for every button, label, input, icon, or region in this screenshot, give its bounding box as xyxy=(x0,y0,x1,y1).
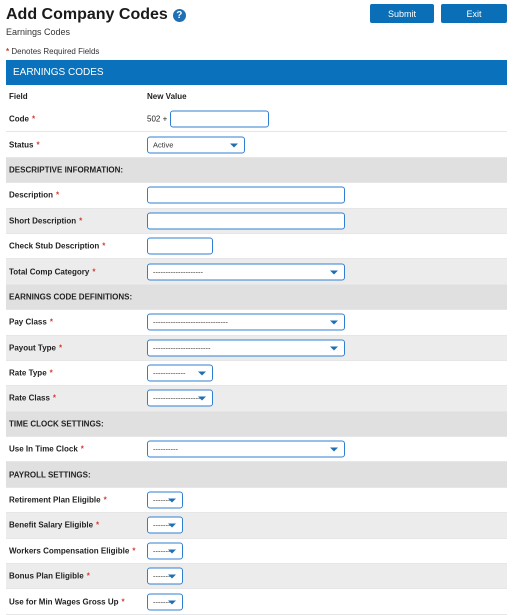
field-label-text: Payout Type xyxy=(9,343,56,353)
field-label xyxy=(9,572,90,581)
section-group-row xyxy=(6,285,507,310)
field-label-text: EARNINGS CODE DEFINITIONS: xyxy=(9,292,133,302)
field-label-text: Short Description xyxy=(9,216,77,226)
required-star-icon: * xyxy=(49,368,53,378)
chevron-down-icon xyxy=(198,397,206,401)
field-label-text: Description xyxy=(9,190,54,200)
field-label-text: Check Stub Description xyxy=(9,241,100,251)
required-star-icon: * xyxy=(80,444,84,454)
required-star-icon: * xyxy=(79,216,83,226)
chevron-down-icon xyxy=(168,524,176,528)
field-label xyxy=(9,597,125,606)
field-control xyxy=(147,517,183,534)
workers-compensation-eligible-select[interactable] xyxy=(147,542,183,559)
form-row-code xyxy=(6,107,507,132)
form-row-status xyxy=(6,132,507,157)
chevron-down-icon xyxy=(168,600,176,604)
field-control xyxy=(147,365,213,382)
field-label xyxy=(9,343,62,352)
field-label-text: Use In Time Clock xyxy=(9,444,78,454)
form-row-pay-class xyxy=(6,310,507,335)
page-title xyxy=(6,6,186,24)
field-control xyxy=(147,568,183,585)
field-label xyxy=(9,115,35,124)
code-prefix: 502 + xyxy=(147,114,168,124)
field-label-text: Rate Type xyxy=(9,368,47,378)
section-group-label xyxy=(9,470,91,479)
form-row-check-stub-description xyxy=(6,234,507,259)
chevron-down-icon xyxy=(168,549,176,553)
field-label xyxy=(9,242,105,251)
select-value: ------------------------------ xyxy=(153,317,228,327)
field-control xyxy=(147,187,345,204)
field-label-text: Rate Class xyxy=(9,393,50,403)
section-group-row xyxy=(6,412,507,437)
field-control xyxy=(147,593,183,610)
form-row-short-description xyxy=(6,209,507,234)
required-star-icon: * xyxy=(102,241,106,251)
form-row-benefit-salary-eligible xyxy=(6,513,507,538)
code-input[interactable] xyxy=(170,111,269,128)
field-label-text: PAYROLL SETTINGS: xyxy=(9,470,91,480)
select-value: ------- xyxy=(153,546,171,556)
form-row-rate-type xyxy=(6,361,507,386)
form-rows xyxy=(6,107,507,615)
use-for-min-wages-gross-up-select[interactable] xyxy=(147,593,183,610)
field-control xyxy=(147,212,345,229)
field-label xyxy=(9,191,59,200)
required-star-icon: * xyxy=(96,520,100,530)
field-label-text: Bonus Plan Eligible xyxy=(9,571,84,581)
section-group-label xyxy=(9,165,123,174)
required-note xyxy=(6,47,99,56)
form-row-bonus-plan-eligible xyxy=(6,564,507,589)
retirement-plan-eligible-select[interactable] xyxy=(147,492,183,509)
required-star-icon: * xyxy=(6,47,10,56)
field-label xyxy=(9,369,53,378)
form-row-description xyxy=(6,183,507,208)
form-row-use-for-min-wages-gross-up xyxy=(6,589,507,614)
field-control xyxy=(147,542,183,559)
field-label-text: Code xyxy=(9,114,29,124)
rate-class-select[interactable] xyxy=(147,390,213,407)
field-control xyxy=(147,339,345,356)
form-row-workers-compensation-eligible xyxy=(6,539,507,564)
use-in-time-clock-select[interactable] xyxy=(147,441,345,458)
chevron-down-icon xyxy=(230,143,238,147)
chevron-down-icon xyxy=(168,499,176,503)
field-label-text: DESCRIPTIVE INFORMATION: xyxy=(9,165,124,175)
field-control xyxy=(147,136,245,153)
select-value: -------------------- xyxy=(153,393,203,403)
description-input[interactable] xyxy=(147,187,345,204)
field-label-text: Workers Compensation Eligible xyxy=(9,546,130,556)
field-label-text: TIME CLOCK SETTINGS: xyxy=(9,419,104,429)
field-control xyxy=(147,492,183,509)
field-label xyxy=(9,521,99,530)
field-label-text: Status xyxy=(9,140,34,150)
field-control xyxy=(147,390,213,407)
form-row-retirement-plan-eligible xyxy=(6,488,507,513)
select-value: ------- xyxy=(153,495,171,505)
field-label xyxy=(9,267,95,276)
field-label xyxy=(9,318,53,327)
required-star-icon: * xyxy=(132,546,136,556)
total-comp-category-select[interactable] xyxy=(147,263,345,280)
field-control xyxy=(147,238,213,255)
form-row-use-in-time-clock xyxy=(6,437,507,462)
field-control xyxy=(147,314,345,331)
earnings-codes-header: EARNINGS CODES xyxy=(6,60,507,85)
required-note-text: Denotes Required Fields xyxy=(11,47,100,56)
submit-button[interactable]: Submit xyxy=(370,4,434,23)
required-star-icon: * xyxy=(92,267,96,277)
benefit-salary-eligible-select[interactable] xyxy=(147,517,183,534)
field-label-text: Use for Min Wages Gross Up xyxy=(9,597,119,607)
section-group-label xyxy=(9,292,132,301)
required-star-icon: * xyxy=(86,571,90,581)
select-value: ------- xyxy=(153,597,171,607)
select-value: ------------- xyxy=(153,368,186,378)
field-label xyxy=(9,216,82,225)
field-label-text: Retirement Plan Eligible xyxy=(9,495,101,505)
select-value: Active xyxy=(153,140,174,150)
section-group-label xyxy=(9,419,104,428)
column-header-field: Field xyxy=(9,92,28,101)
field-label xyxy=(9,394,56,403)
field-control xyxy=(147,441,345,458)
chevron-down-icon xyxy=(198,372,206,376)
required-star-icon: * xyxy=(36,140,40,150)
field-label-text: Pay Class xyxy=(9,317,47,327)
form-row-rate-class xyxy=(6,386,507,411)
section-group-row xyxy=(6,158,507,183)
chevron-down-icon xyxy=(330,346,338,350)
section-group-row xyxy=(6,462,507,487)
field-label-text: Total Comp Category xyxy=(9,267,90,277)
field-label xyxy=(9,546,135,555)
required-star-icon: * xyxy=(103,495,107,505)
field-label xyxy=(9,140,40,149)
page-title-text: Add Company Codes xyxy=(6,6,168,23)
page-subtitle: Earnings Codes xyxy=(6,27,71,37)
field-label xyxy=(9,496,107,505)
required-star-icon: * xyxy=(52,393,57,403)
pay-class-select[interactable] xyxy=(147,314,345,331)
chevron-down-icon xyxy=(330,270,338,274)
select-value: ------- xyxy=(153,520,171,530)
field-label-text: Benefit Salary Eligible xyxy=(9,520,94,530)
payout-type-select[interactable] xyxy=(147,339,345,356)
bonus-plan-eligible-select[interactable] xyxy=(147,568,183,585)
exit-button[interactable]: Exit xyxy=(441,4,507,23)
help-icon[interactable]: ? xyxy=(173,9,186,22)
status-select[interactable] xyxy=(147,136,245,153)
required-star-icon: * xyxy=(58,343,63,353)
chevron-down-icon xyxy=(330,448,338,452)
select-value: ------- xyxy=(153,571,171,581)
select-value: -------------------- xyxy=(153,267,203,277)
field-label xyxy=(9,445,84,454)
required-star-icon: * xyxy=(121,597,125,607)
field-control xyxy=(147,111,269,128)
short-description-input[interactable] xyxy=(147,212,345,229)
required-star-icon: * xyxy=(49,317,53,327)
chevron-down-icon xyxy=(168,575,176,579)
form-row-total-comp-category xyxy=(6,259,507,284)
column-header-new-value: New Value xyxy=(147,92,187,101)
check-stub-description-input[interactable] xyxy=(147,238,213,255)
rate-type-select[interactable] xyxy=(147,365,213,382)
required-star-icon: * xyxy=(56,190,60,200)
select-value: ----------------------- xyxy=(153,343,211,353)
required-star-icon: * xyxy=(32,114,36,124)
chevron-down-icon xyxy=(330,321,338,325)
form-row-payout-type xyxy=(6,336,507,361)
field-control xyxy=(147,263,345,280)
select-value: ---------- xyxy=(153,444,178,454)
